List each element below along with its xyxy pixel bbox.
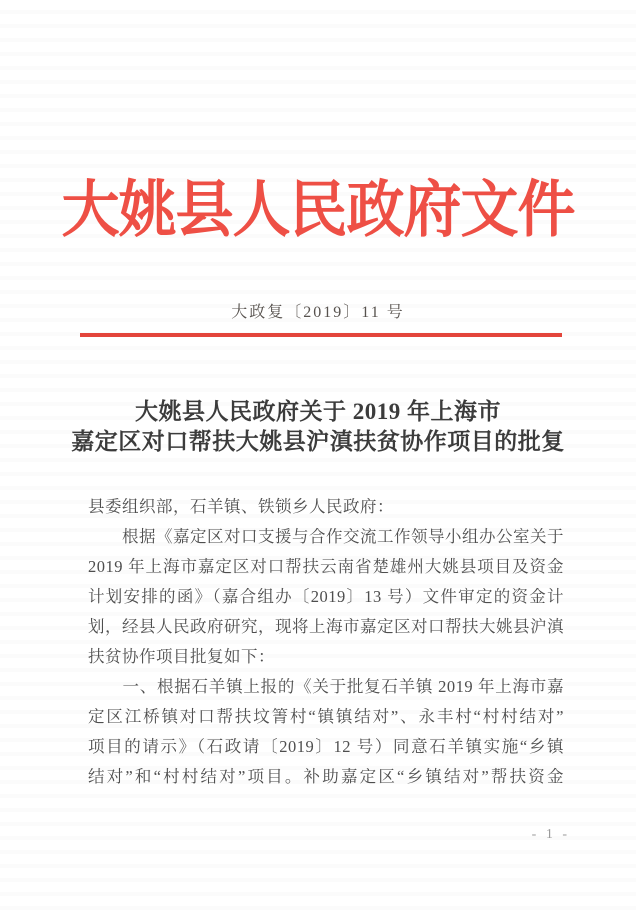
document-title xyxy=(30,397,606,457)
doc-number: 大政复〔2019〕11 号 xyxy=(231,304,405,321)
document-title-line-2: 嘉定区对口帮扶大姚县沪滇扶贫协作项目的批复 xyxy=(71,429,565,454)
body-line: 2019 年上海市嘉定区对口帮扶云南省楚雄州大姚县项目及资金 xyxy=(88,557,564,576)
org-title: 大姚县人民政府文件 xyxy=(61,175,575,245)
body-line: 项目的请示》（石政请〔2019〕12 号）同意石羊镇实施“乡镇 xyxy=(88,737,564,756)
body-lines xyxy=(88,492,564,792)
body-line: 扶贫协作项目批复如下： xyxy=(88,647,275,666)
body-line: 县委组织部，石羊镇、铁锁乡人民政府： xyxy=(88,497,394,516)
page-number: - 1 - xyxy=(531,827,570,842)
body-line: 划，经县人民政府研究，现将上海市嘉定区对口帮扶大姚县沪滇 xyxy=(88,617,564,636)
body-line: 计划安排的函》（嘉合组办〔2019〕13 号）文件审定的资金计 xyxy=(88,587,564,606)
body-line: 根据《嘉定区对口支援与合作交流工作领导小组办公室关于 xyxy=(88,527,564,546)
document-title-line-1: 大姚县人民政府关于 2019 年上海市 xyxy=(135,399,501,424)
body-line: 结对”和“村村结对”项目。补助嘉定区“乡镇结对”帮扶资金 xyxy=(88,767,564,786)
red-divider xyxy=(80,333,562,337)
body-line: 定区江桥镇对口帮扶坟箐村“镇镇结对”、永丰村“村村结对” xyxy=(88,707,564,726)
body-line: 一、根据石羊镇上报的《关于批复石羊镇 2019 年上海市嘉 xyxy=(88,677,564,696)
